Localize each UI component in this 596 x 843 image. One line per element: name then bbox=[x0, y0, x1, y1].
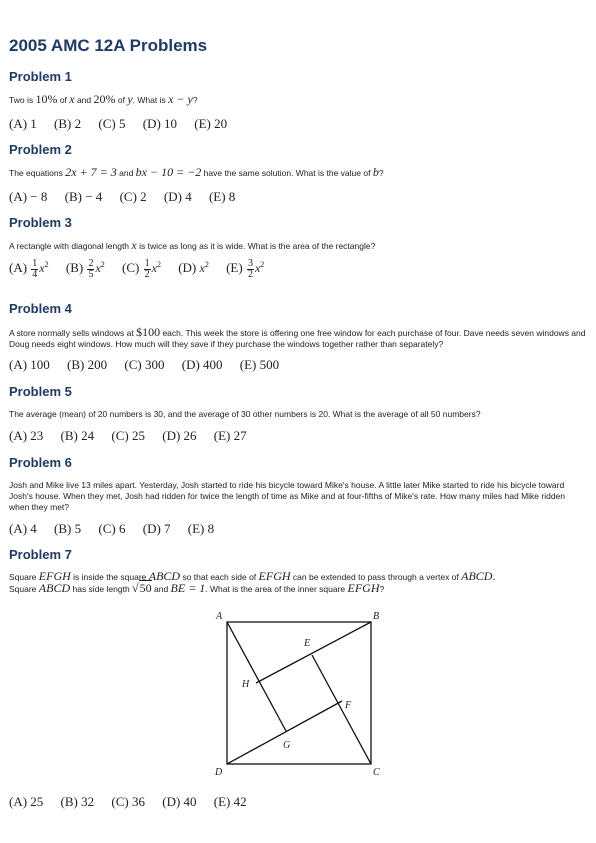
fraction: $\frac{1}{2}$ bbox=[144, 258, 150, 280]
label-f: F bbox=[345, 700, 352, 711]
choice-b: (B) 32 bbox=[60, 794, 95, 809]
choice-a: (A) 4 bbox=[9, 521, 37, 536]
choice-e: (E) 27 bbox=[213, 428, 247, 443]
choice-e: (E) 500 bbox=[239, 357, 280, 372]
choice-d: (D) 4 bbox=[163, 189, 192, 204]
label-d: D bbox=[215, 767, 223, 778]
choice-a: (A) 1 bbox=[9, 116, 37, 131]
choice-c: (C) 300 bbox=[124, 357, 165, 372]
fraction: $\frac{2}{5}$ bbox=[88, 258, 94, 280]
choice-b: (B) 200 bbox=[67, 357, 108, 372]
label-e: E bbox=[304, 638, 311, 649]
choice-e: (E) 42 bbox=[213, 794, 247, 809]
problem-6-heading: Problem 6 bbox=[9, 455, 72, 470]
choice-d: (D) $x^2$ bbox=[178, 260, 209, 276]
choice-c: (C) 2 bbox=[119, 189, 147, 204]
problem-7-heading: Problem 7 bbox=[9, 547, 72, 562]
label-g: G bbox=[283, 740, 291, 751]
page-title: 2005 AMC 12A Problems bbox=[9, 36, 208, 55]
problem-5-heading: Problem 5 bbox=[9, 384, 72, 399]
problem-2-heading: Problem 2 bbox=[9, 142, 72, 157]
choice-c: (C) 36 bbox=[111, 794, 145, 809]
choice-d: (D) 26 bbox=[162, 428, 197, 443]
problem-5-statement: The average (mean) of 20 numbers is 30, and the average of 30 other numbers is 20. What is the average of all 50 numbers? bbox=[9, 409, 481, 419]
problem-4-choices bbox=[9, 357, 293, 373]
choice-e: (E) 8 bbox=[208, 189, 236, 204]
choice-a: (A) 100 bbox=[9, 357, 50, 372]
problem-3-heading: Problem 3 bbox=[9, 215, 72, 230]
choice-d: (D) 10 bbox=[142, 116, 178, 131]
line-d-f bbox=[227, 701, 342, 764]
label-a: A bbox=[216, 611, 223, 622]
label-c: C bbox=[373, 767, 380, 778]
problem-1-choices bbox=[9, 116, 241, 132]
choice-b: (B) 24 bbox=[60, 428, 95, 443]
choice-c: (C) 6 bbox=[98, 521, 126, 536]
square-figure bbox=[205, 604, 390, 779]
choice-b: (B) 5 bbox=[54, 521, 82, 536]
choice-c: (C) 5 bbox=[98, 116, 126, 131]
choice-a: (A) − 8 bbox=[9, 189, 48, 204]
problem-6-choices bbox=[9, 521, 228, 537]
problem-1-statement: Two is 10% of x and 20% of y. What is x − y? bbox=[9, 92, 198, 106]
problem-3-choices bbox=[9, 259, 278, 280]
outer-square bbox=[227, 622, 371, 764]
square-root: √50 bbox=[132, 581, 152, 595]
problem-2-statement: The equations 2x + 7 = 3 and bx − 10 = −2 have the same solution. What is the value of b? bbox=[9, 165, 384, 179]
label-b: B bbox=[373, 611, 380, 622]
line-a-g bbox=[227, 622, 286, 731]
fraction: $\frac{3}{2}$ bbox=[247, 258, 253, 280]
problem-7-choices bbox=[9, 794, 261, 810]
choice-a: (A) 23 bbox=[9, 428, 44, 443]
choice-d: (D) 7 bbox=[142, 521, 171, 536]
problem-6-statement: Josh and Mike live 13 miles apart. Yesterday, Josh started to ride his bicycle toward Mike's house. A little later Mike started to ride his bicycle toward Josh's house. When they met, Josh had ridden for twice the length of time as Mike and at four-fifths of Mike's rate. How many miles had Mike ridden when they met? bbox=[9, 480, 566, 512]
choice-e: (E) 8 bbox=[187, 521, 215, 536]
choice-b: (B) 2 bbox=[54, 116, 82, 131]
choice-a: (A) $\frac{1}{4}$ $x^2$ bbox=[9, 258, 49, 280]
choice-b: (B) $\frac{2}{5}$ $x^2$ bbox=[65, 258, 105, 280]
line-b-h bbox=[256, 622, 371, 683]
choice-b: (B) − 4 bbox=[64, 189, 103, 204]
line-c-e bbox=[312, 655, 371, 764]
problem-1-heading: Problem 1 bbox=[9, 69, 72, 84]
problem-4-heading: Problem 4 bbox=[9, 301, 72, 316]
choice-e: (E) 20 bbox=[194, 116, 228, 131]
choice-e: (E) $\frac{3}{2}$ $x^2$ bbox=[226, 258, 265, 280]
choice-a: (A) 25 bbox=[9, 794, 44, 809]
choice-c: (C) $\frac{1}{2}$ $x^2$ bbox=[122, 258, 161, 280]
label-h: H bbox=[242, 679, 250, 690]
choice-d: (D) 400 bbox=[181, 357, 223, 372]
problem-5-choices bbox=[9, 428, 261, 444]
choice-d: (D) 40 bbox=[162, 794, 197, 809]
problem-2-choices bbox=[9, 189, 249, 205]
choice-c: (C) 25 bbox=[111, 428, 145, 443]
problem-3-statement: A rectangle with diagonal length x is twice as long as it is wide. What is the area of the rectangle? bbox=[9, 238, 376, 252]
fraction: $\frac{1}{4}$ bbox=[32, 258, 38, 280]
problem-7-statement: Square EFGH is inside the square ABCD so that each side of EFGH can be extended to pass through a vertex of ABCD. Square ABCD has side length √50 and BE = 1. What is the area of the inner square EFGH? bbox=[9, 569, 496, 595]
problem-4-statement: A store normally sells windows at $100 each. This week the store is offering one free window for each purchase of four. Dave needs seven windows and Doug needs eight windows. How much will they save if they purchase the windows together rather than separately? bbox=[9, 325, 586, 349]
